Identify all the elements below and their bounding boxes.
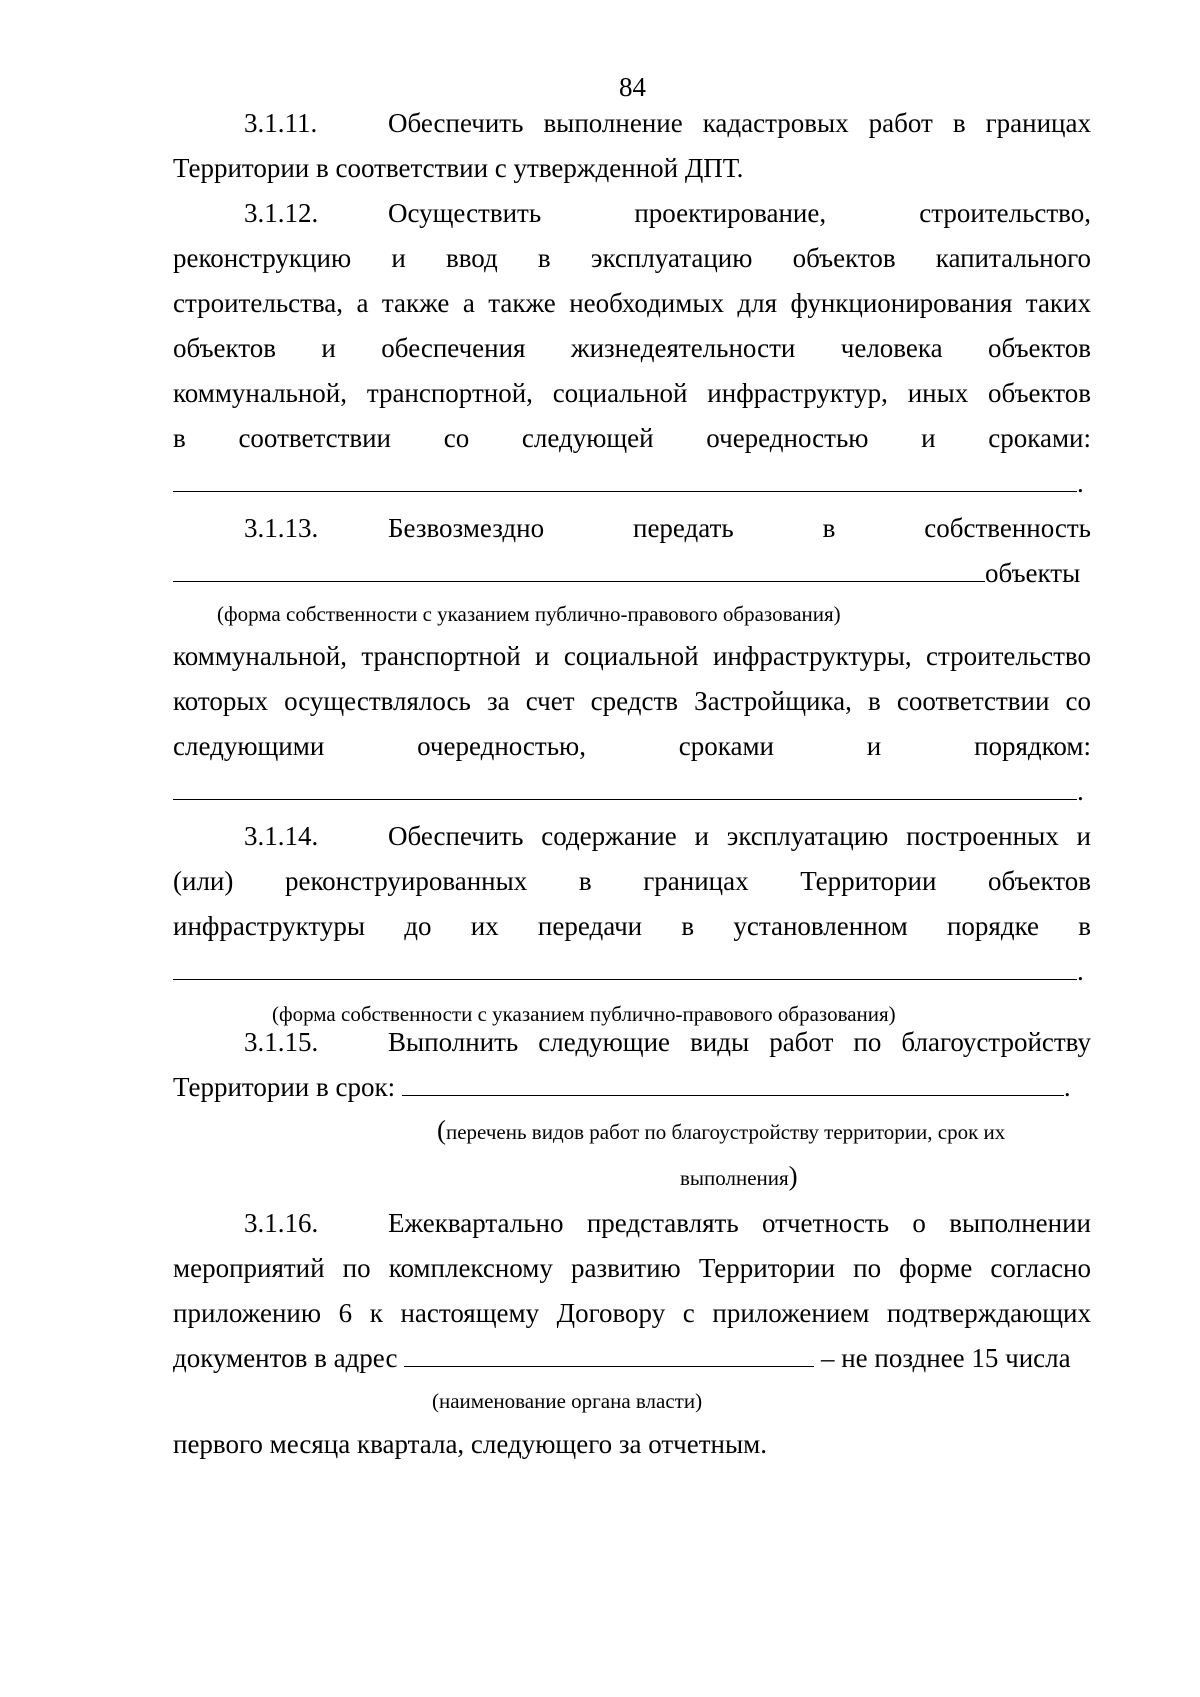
blank-caption (437, 1116, 1005, 1146)
clause-text-fragment: объекты (985, 558, 1081, 588)
blank-line-row (173, 1341, 1091, 1375)
clause-text-line: строительства, а также а также необходимых для функционирования таких (173, 288, 1091, 318)
fill-in-blank (173, 467, 1077, 492)
clause-text-line: инфраструктуры до их передачи в установленном порядке в (173, 911, 1091, 941)
fill-in-blank (173, 557, 985, 582)
period-mark: . (1077, 468, 1084, 498)
blank-line-row (173, 774, 1091, 808)
clause-text-fragment: – не позднее 15 числа (820, 1343, 1071, 1373)
clause-text-line: которых осуществлялось за счет средств Застройщика, в соответствии со (173, 686, 1091, 716)
clause-text-line: Обеспечить содержание и эксплуатацию построенных и (388, 821, 1091, 851)
period-mark: . (1077, 776, 1084, 806)
clause-3-1-15 (244, 1025, 1091, 1059)
blank-caption: (наименование органа власти) (432, 1389, 703, 1413)
clause-3-1-14 (244, 819, 1091, 853)
blank-line-row (173, 556, 1091, 590)
clause-text-line: (или) реконструированных в границах Территории объектов (173, 866, 1091, 896)
fill-in-blank (173, 775, 1077, 800)
period-mark: . (1063, 1072, 1071, 1102)
clause-text-line: Обеспечить выполнение кадастровых работ в границах (388, 108, 1091, 138)
clause-3-1-12 (244, 196, 1091, 230)
period-mark: . (1077, 956, 1084, 986)
clause-text-line: мероприятий по комплексному развитию Территории по форме согласно (173, 1253, 1091, 1283)
caption-paren: ( (437, 1115, 446, 1145)
fill-in-blank (173, 955, 1077, 980)
clause-text-fragment: документов в адрес (173, 1343, 398, 1373)
blank-line-row (173, 1070, 1091, 1104)
clause-number: 3.1.14. (244, 821, 319, 851)
clause-3-1-11 (244, 106, 1091, 140)
clause-text-line: объектов и обеспечения жизнедеятельности человека объектов (173, 333, 1091, 363)
blank-line-row (173, 466, 1091, 500)
clause-text-line: в соответствии со следующей очередностью и сроками: (173, 423, 1091, 453)
clause-text-fragment: Территории в срок: (173, 1072, 396, 1102)
clause-number: 3.1.16. (244, 1208, 319, 1238)
clause-text-line: Территории в соответствии с утвержденной ДПТ. (173, 153, 744, 183)
clause-number: 3.1.15. (244, 1027, 319, 1057)
clause-3-1-16 (244, 1206, 1091, 1240)
clause-number: 3.1.12. (244, 198, 319, 228)
clause-text-line: Осуществить проектирование, строительство, (388, 198, 1091, 228)
clause-text-line: приложению 6 к настоящему Договору с приложением подтверждающих (173, 1298, 1091, 1328)
caption-paren: ) (788, 1161, 798, 1191)
blank-caption (680, 1162, 798, 1192)
page-number: 84 (619, 72, 646, 102)
clause-text-line: реконструкцию и ввод в эксплуатацию объектов капитального (173, 243, 1091, 273)
clause-text-line: коммунальной, транспортной, социальной инфраструктур, иных объектов (173, 378, 1091, 408)
clause-text-line: Ежеквартально представлять отчетность о выполнении (388, 1208, 1091, 1238)
clause-text-line: Выполнить следующие виды работ по благоустройству (388, 1027, 1091, 1057)
blank-caption: (форма собственности с указанием публично-правового образования) (217, 602, 841, 626)
caption-text: перечень видов работ по благоустройству территории, срок их (446, 1120, 1006, 1144)
clause-text-line: следующими очередностью, сроками и порядком: (173, 731, 1091, 761)
clause-text-line: первого месяца квартала, следующего за отчетным. (173, 1429, 767, 1459)
blank-line-row (173, 954, 1091, 988)
fill-in-blank (404, 1342, 814, 1367)
blank-caption: (форма собственности с указанием публично-правового образования) (272, 1002, 896, 1026)
clause-text-line: Безвозмездно передать в собственность (388, 513, 1091, 543)
fill-in-blank (402, 1071, 1064, 1096)
clause-number: 3.1.11. (244, 108, 318, 138)
clause-number: 3.1.13. (244, 513, 319, 543)
clause-3-1-13 (244, 511, 1091, 545)
clause-text-line: коммунальной, транспортной и социальной инфраструктуры, строительство (173, 641, 1091, 671)
caption-text: выполнения (680, 1166, 789, 1190)
